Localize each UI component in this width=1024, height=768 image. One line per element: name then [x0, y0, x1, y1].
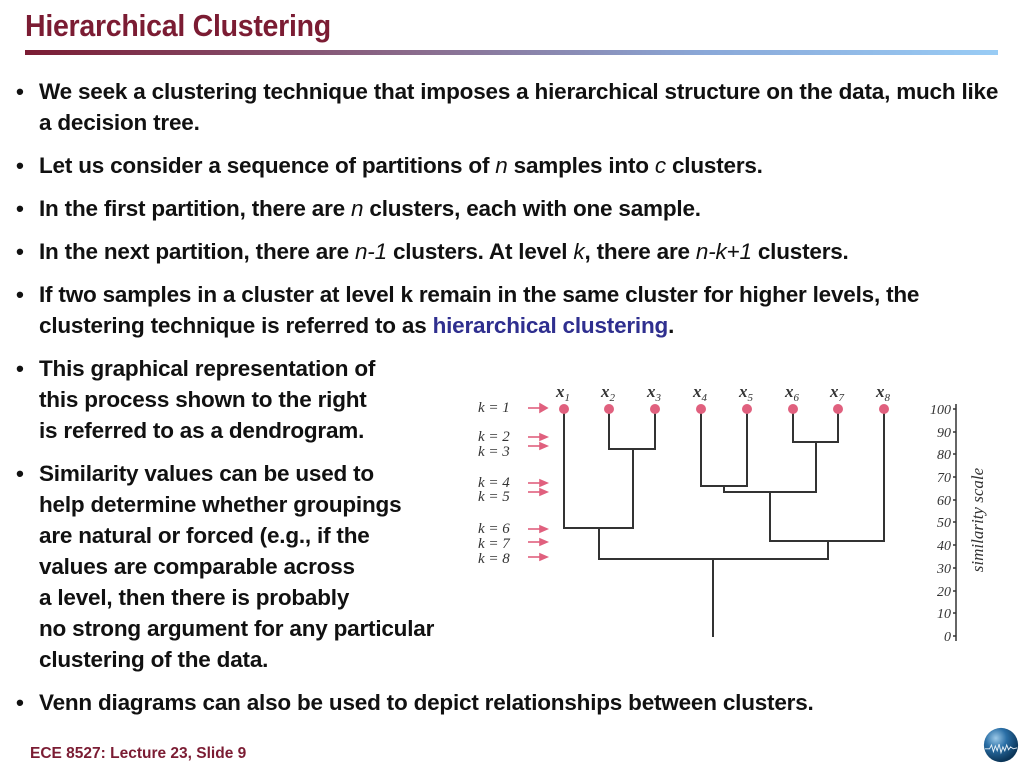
leaf-label: $x_8$	[876, 382, 890, 404]
text: Let us consider a sequence of partitions of	[39, 153, 496, 178]
globe-logo-icon	[982, 726, 1020, 764]
text-line: is referred to as a dendrogram.	[39, 418, 365, 443]
text-line: no strong argument for any particular	[39, 616, 435, 641]
leaf-label: $x_7$	[830, 382, 844, 404]
text-line: are natural or forced (e.g., if the	[39, 523, 370, 548]
level-label: k = 2	[478, 429, 510, 445]
y-axis-label: similarity scale	[968, 467, 987, 573]
text-line: Similarity values can be used to	[39, 461, 374, 486]
level-label: k = 6	[478, 521, 510, 537]
level-arrows	[528, 404, 547, 560]
text: , there are	[584, 239, 696, 264]
svg-text:10: 10	[937, 607, 951, 622]
slide-footer: ECE 8527: Lecture 23, Slide 9	[30, 745, 247, 762]
bullet-item	[16, 236, 1006, 267]
leaf-label: $x_4$	[693, 382, 707, 404]
bullet-icon: •	[16, 196, 24, 221]
math-var: k	[573, 239, 585, 264]
level-label: k = 4	[478, 475, 510, 491]
svg-text:0: 0	[944, 630, 951, 645]
svg-text:50: 50	[937, 516, 951, 531]
bullet-icon: •	[16, 461, 24, 486]
svg-text:70: 70	[937, 471, 951, 486]
text: In the next partition, there are	[39, 239, 355, 264]
text-line: this process shown to the right	[39, 387, 367, 412]
text: clusters.	[751, 239, 849, 264]
bullet-icon: •	[16, 282, 24, 307]
dendrogram-figure	[470, 378, 1024, 648]
bullet-icon: •	[16, 239, 24, 264]
bullet-item	[16, 150, 1006, 181]
text-line: This graphical representation of	[39, 356, 376, 381]
leaf-labels	[555, 382, 891, 404]
bullet-icon: •	[16, 153, 24, 178]
text: In the first partition, there are	[39, 196, 352, 221]
text-line: a level, then there is probably	[39, 585, 350, 610]
highlight-term: hierarchical clustering	[432, 313, 669, 338]
bullet-item	[16, 279, 1006, 341]
level-labels	[478, 400, 511, 567]
math-var: n-k+1	[695, 239, 752, 264]
dendrogram-branches	[564, 409, 884, 637]
level-label: k = 3	[478, 444, 510, 460]
leaf-label: $x_3$	[647, 382, 661, 404]
text-line: values are comparable across	[39, 554, 355, 579]
leaf-label: $x_1$	[556, 382, 570, 404]
svg-text:80: 80	[937, 448, 951, 463]
bullet-item	[16, 353, 509, 446]
math-var: n-1	[354, 239, 387, 264]
text-line: help determine whether groupings	[39, 492, 402, 517]
level-label: k = 5	[478, 489, 510, 505]
leaf-label: $x_5$	[739, 382, 753, 404]
bullet-text: We seek a clustering technique that imposes a hierarchical structure on the data, much like a decision tree.	[39, 79, 999, 135]
bullet-icon: •	[16, 690, 24, 715]
level-label: k = 1	[478, 400, 510, 416]
bullet-item	[16, 458, 509, 675]
text: clusters. At level	[386, 239, 574, 264]
svg-text:100: 100	[930, 403, 951, 418]
math-var: n	[351, 196, 364, 221]
text: samples into	[507, 153, 655, 178]
bullet-text: Venn diagrams can also be used to depict relationships between clusters.	[39, 690, 814, 715]
text-line: clustering of the data.	[39, 647, 269, 672]
slide-title: Hierarchical Clustering	[25, 8, 331, 43]
leaf-nodes	[559, 404, 889, 414]
math-var: c	[654, 153, 666, 178]
bullet-icon: •	[16, 79, 24, 104]
svg-text:20: 20	[937, 585, 951, 600]
level-label: k = 7	[478, 536, 510, 552]
text: If two samples in a cluster at level k remain in the same cluster for higher levels, the clustering technique is referred to as	[39, 282, 920, 338]
text: .	[668, 313, 675, 338]
text: clusters, each with one sample.	[363, 196, 701, 221]
bullet-item	[16, 76, 1006, 138]
bullet-icon: •	[16, 356, 24, 381]
svg-text:90: 90	[937, 426, 951, 441]
svg-text:60: 60	[937, 494, 951, 509]
leaf-label: $x_6$	[785, 382, 799, 404]
text: clusters.	[665, 153, 763, 178]
y-tick-labels	[930, 403, 951, 645]
math-var: n	[495, 153, 508, 178]
level-label: k = 8	[478, 551, 510, 567]
bullet-item	[16, 687, 1006, 718]
bullet-item	[16, 193, 1006, 224]
title-divider	[25, 50, 998, 55]
similarity-axis	[953, 404, 956, 641]
leaf-label: $x_2$	[601, 382, 615, 404]
svg-text:40: 40	[937, 539, 951, 554]
svg-text:30: 30	[937, 562, 951, 577]
